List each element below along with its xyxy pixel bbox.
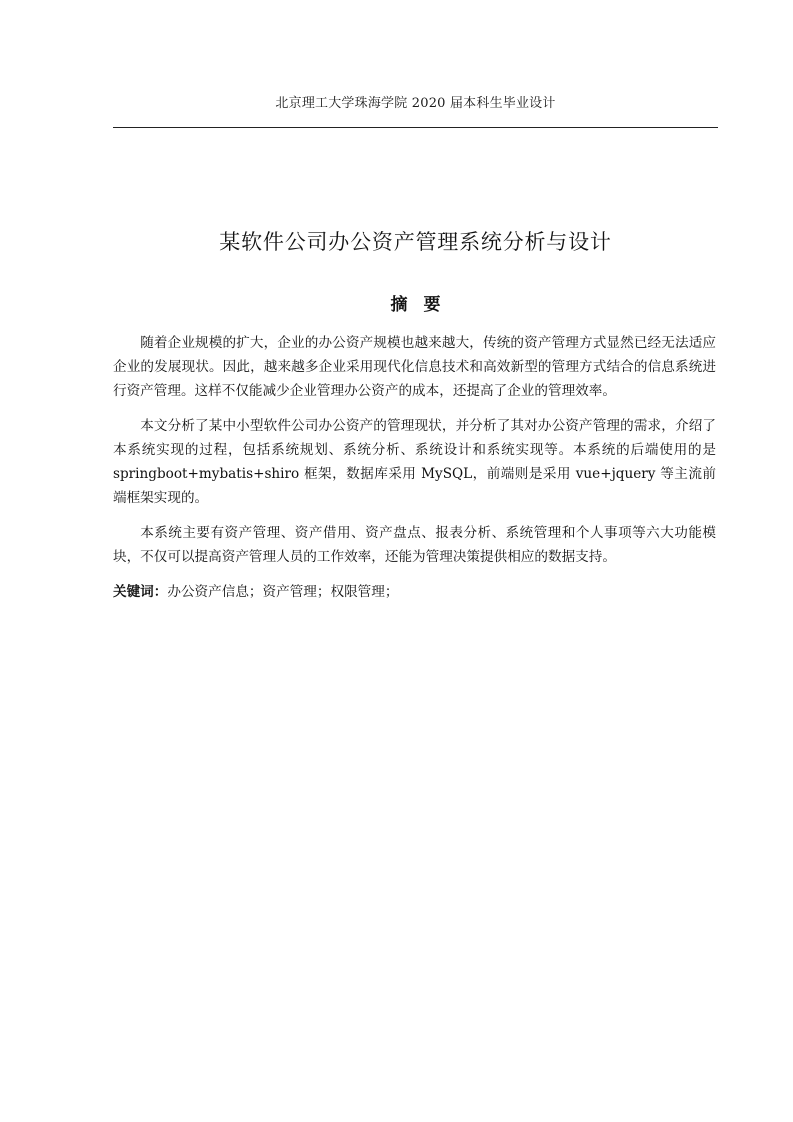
document-title: 某软件公司办公资产管理系统分析与设计 [219,230,612,254]
abstract-paragraph-2: 本文分析了某中小型软件公司办公资产的管理现状，并分析了其对办公资产管理的需求，介绍了本系统实现的过程，包括系统规划、系统分析、系统设计和系统实现等。本系统的后端使用的是 springboot+mybatis+shiro 框架，数据库采用 MySQL，前端则是采用 vue+jquery 等主流前端框架实现的。 [113,418,716,506]
header-divider [113,127,718,128]
running-header: 北京理工大学珠海学院 2020 届本科生毕业设计 [275,96,556,111]
keywords-value: 办公资产信息；资产管理；权限管理； [167,584,399,600]
keywords-line [113,580,716,604]
keywords-label: 关键词： [113,584,168,600]
abstract-paragraph-3: 本系统主要有资产管理、资产借用、资产盘点、报表分析、系统管理和个人事项等六大功能模块，不仅可以提高资产管理人员的工作效率，还能为管理决策提供相应的数据支持。 [113,525,716,565]
abstract-heading: 摘要 [390,295,457,315]
abstract-body [113,331,716,604]
abstract-paragraph-1: 随着企业规模的扩大，企业的办公资产规模也越来越大，传统的资产管理方式显然已经无法适应企业的发展现状。因此，越来越多企业采用现代化信息技术和高效新型的管理方式结合的信息系统进行资产管理。这样不仅能减少企业管理办公资产的成本，还提高了企业的管理效率。 [113,335,716,399]
